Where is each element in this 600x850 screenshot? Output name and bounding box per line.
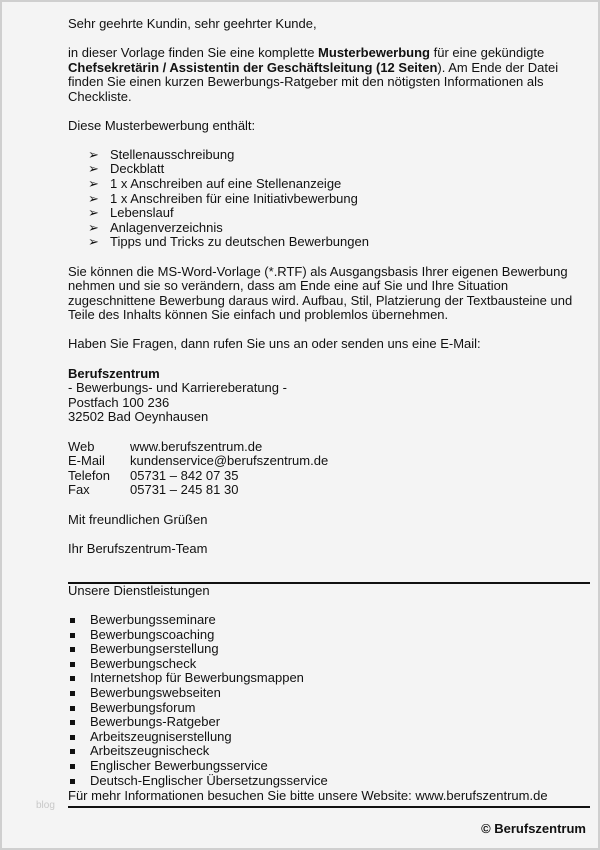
signature: Ihr Berufszentrum-Team bbox=[68, 540, 208, 556]
service-item-label: Bewerbungs-Ratgeber bbox=[90, 714, 221, 730]
square-bullet-icon bbox=[70, 720, 75, 725]
service-item bbox=[68, 642, 590, 657]
square-bullet-icon bbox=[70, 735, 75, 740]
service-item bbox=[68, 671, 590, 686]
contents-item bbox=[68, 177, 590, 192]
contact-value: kundenservice@berufszentrum.de bbox=[130, 453, 329, 469]
intro-paragraph bbox=[68, 46, 590, 104]
document-page bbox=[68, 17, 590, 803]
service-item bbox=[68, 628, 590, 643]
watermark: blog bbox=[36, 800, 55, 811]
arrow-bullet-icon: ➢ bbox=[88, 234, 99, 250]
contact-value: www.berufszentrum.de bbox=[130, 438, 263, 454]
square-bullet-icon bbox=[70, 647, 75, 652]
service-item-label: Bewerbungsseminare bbox=[90, 611, 216, 627]
questions-text: Haben Sie Fragen, dann rufen Sie uns an oder senden uns eine E-Mail: bbox=[68, 336, 481, 352]
service-item bbox=[68, 744, 590, 759]
usage-paragraph: Sie können die MS-Word-Vorlage (*.RTF) als Ausgangsbasis Ihrer eigenen Bewerbung nehmen und sie so verändern, dass am Ende eine auf Sie und Ihre Situation zugeschnittene Bewerbung daraus wird. Aufbau, Stil, Platzierung der Textbausteine und Teile des Inhalts können Sie einfach und problemlos übernehmen. bbox=[68, 263, 573, 323]
square-bullet-icon bbox=[70, 618, 75, 623]
service-item-label: Englischer Bewerbungsservice bbox=[90, 757, 268, 773]
service-item-label: Bewerbungserstellung bbox=[90, 641, 219, 657]
greeting: Sehr geehrte Kundin, sehr geehrter Kunde, bbox=[68, 16, 317, 31]
services-heading: Unsere Dienstleistungen bbox=[68, 583, 210, 599]
contents-item bbox=[68, 221, 590, 236]
service-item bbox=[68, 657, 590, 672]
contents-item-label: 1 x Anschreiben auf eine Stellenanzeige bbox=[110, 175, 342, 191]
service-item bbox=[68, 715, 590, 730]
square-bullet-icon bbox=[70, 676, 75, 681]
arrow-bullet-icon: ➢ bbox=[88, 219, 99, 235]
address-block bbox=[68, 367, 590, 425]
contents-item-label: Deckblatt bbox=[110, 161, 165, 177]
square-bullet-icon bbox=[70, 764, 75, 769]
square-bullet-icon bbox=[70, 662, 75, 667]
contents-item bbox=[68, 162, 590, 177]
service-item bbox=[68, 701, 590, 716]
address-line: - Bewerbungs- und Karriereberatung - bbox=[68, 380, 287, 396]
service-item bbox=[68, 774, 590, 789]
arrow-bullet-icon: ➢ bbox=[88, 161, 99, 177]
square-bullet-icon bbox=[70, 749, 75, 754]
contents-item bbox=[68, 206, 590, 221]
square-bullet-icon bbox=[70, 633, 75, 638]
service-item-label: Bewerbungsforum bbox=[90, 699, 196, 715]
contact-label: Web bbox=[68, 438, 95, 454]
intro-bold: Chefsekretärin / Assistentin der Geschäftsleitung (12 Seiten bbox=[68, 59, 438, 75]
address-line: Postfach 100 236 bbox=[68, 394, 170, 410]
service-item-label: Deutsch-Englischer Übersetzungsservice bbox=[90, 772, 328, 788]
contents-list bbox=[68, 148, 590, 250]
service-item bbox=[68, 613, 590, 628]
arrow-bullet-icon: ➢ bbox=[88, 190, 99, 206]
service-item-label: Bewerbungscheck bbox=[90, 655, 197, 671]
contents-item-label: Tipps und Tricks zu deutschen Bewerbungen bbox=[110, 234, 369, 250]
service-item-label: Arbeitszeugniserstellung bbox=[90, 728, 232, 744]
services-list bbox=[68, 613, 590, 788]
contents-item-label: Anlagenverzeichnis bbox=[110, 219, 223, 235]
company-name: Berufszentrum bbox=[68, 365, 160, 381]
copyright: © Berufszentrum bbox=[481, 821, 586, 836]
intro-text: für eine gekündigte bbox=[430, 45, 545, 61]
square-bullet-icon bbox=[70, 691, 75, 696]
closing: Mit freundlichen Grüßen bbox=[68, 511, 208, 527]
contact-label: Fax bbox=[68, 482, 90, 498]
square-bullet-icon bbox=[70, 779, 75, 784]
service-item bbox=[68, 730, 590, 745]
arrow-bullet-icon: ➢ bbox=[88, 205, 99, 221]
square-bullet-icon bbox=[70, 706, 75, 711]
address-line: 32502 Bad Oeynhausen bbox=[68, 409, 209, 425]
service-item bbox=[68, 759, 590, 774]
service-item-label: Bewerbungswebseiten bbox=[90, 684, 221, 700]
intro-bold: Musterbewerbung bbox=[318, 45, 431, 61]
contents-item bbox=[68, 192, 590, 207]
contact-label: Telefon bbox=[68, 467, 110, 483]
service-item-label: Arbeitszeugnischeck bbox=[90, 743, 210, 759]
contents-item-label: 1 x Anschreiben für eine Initiativbewerbung bbox=[110, 190, 358, 206]
service-item bbox=[68, 686, 590, 701]
arrow-bullet-icon: ➢ bbox=[88, 175, 99, 191]
contact-value: 05731 – 245 81 30 bbox=[130, 482, 239, 498]
footer-info: Für mehr Informationen besuchen Sie bitte unsere Website: www.berufszentrum.de bbox=[68, 789, 590, 808]
contents-item bbox=[68, 148, 590, 163]
contact-table bbox=[68, 440, 590, 498]
contact-label: E-Mail bbox=[68, 453, 105, 469]
contents-heading: Diese Musterbewerbung enthält: bbox=[68, 118, 256, 134]
service-item-label: Internetshop für Bewerbungsmappen bbox=[90, 670, 304, 686]
arrow-bullet-icon: ➢ bbox=[88, 146, 99, 162]
contents-item-label: Lebenslauf bbox=[110, 205, 174, 221]
intro-text: in dieser Vorlage finden Sie eine komplette bbox=[68, 45, 319, 61]
contents-item-label: Stellenausschreibung bbox=[110, 146, 235, 162]
intro-text: ). Am Ende der Datei finden Sie einen kurzen Bewerbungs-Ratgeber mit den nötigsten Informationen als Checkliste. bbox=[68, 59, 559, 104]
service-item-label: Bewerbungscoaching bbox=[90, 626, 215, 642]
contact-value: 05731 – 842 07 35 bbox=[130, 467, 239, 483]
contents-item bbox=[68, 235, 590, 250]
